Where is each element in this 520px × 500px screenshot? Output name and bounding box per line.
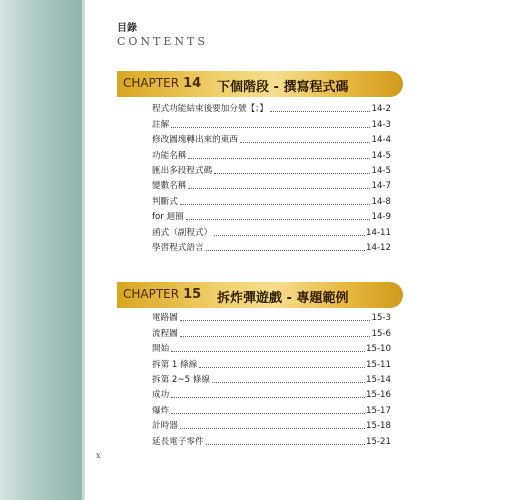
toc-entry-page: 14-11 [366, 227, 391, 238]
toc-entry-title: 開始 [152, 344, 170, 355]
toc-title: 目錄 [117, 23, 137, 34]
dot-leader [212, 381, 365, 383]
dot-leader [270, 110, 370, 112]
toc-entry-page: 15-11 [366, 359, 391, 370]
chapter-15-banner [117, 282, 403, 308]
toc-entry-title: for 迴圈 [152, 212, 184, 223]
toc-entry-page: 14-5 [371, 150, 391, 161]
toc-entry-page: 15-16 [366, 390, 391, 401]
toc-entry-page: 15-18 [366, 421, 391, 432]
toc-entry-page: 14-3 [371, 119, 391, 130]
toc-entry-page: 15-21 [366, 436, 391, 447]
chapter-label [123, 76, 201, 91]
chapter-number: 15 [183, 287, 202, 302]
toc-entry-page: 15-17 [366, 405, 391, 416]
dot-leader [171, 412, 365, 414]
dot-leader [214, 172, 370, 174]
toc-entry-title: 拆第 1 條線 [152, 359, 198, 370]
toc-entry[interactable] [152, 323, 391, 338]
toc-entry[interactable] [152, 385, 391, 400]
toc-entry-page: 14-9 [371, 212, 391, 223]
toc-entry-page: 14-5 [371, 165, 391, 176]
chapter-14-banner [117, 71, 403, 97]
toc-entry-title: 計時器 [152, 421, 178, 432]
toc-entry-title: 延長電子零件 [152, 436, 204, 447]
toc-entry[interactable] [152, 339, 391, 354]
dot-leader [180, 427, 365, 429]
toc-entry-page: 15-10 [366, 344, 391, 355]
toc-entry[interactable] [152, 416, 391, 431]
toc-entry[interactable] [152, 114, 391, 129]
toc-entry[interactable] [152, 308, 391, 323]
toc-entry-page: 15-3 [371, 313, 391, 324]
chapter-14-entries [152, 99, 391, 253]
chapter-label [123, 287, 201, 302]
dot-leader [206, 249, 365, 251]
toc-entry[interactable] [152, 222, 391, 237]
toc-entry-page: 15-14 [366, 374, 391, 385]
toc-entry[interactable] [152, 370, 391, 385]
dot-leader [199, 366, 365, 368]
chapter-15-entries [152, 308, 391, 447]
toc-entry[interactable] [152, 161, 391, 176]
chapter-title: 下個階段 - 撰寫程式碼 [217, 80, 349, 95]
dot-leader [171, 126, 370, 128]
toc-entry[interactable] [152, 130, 391, 145]
toc-entry-page: 14-8 [371, 196, 391, 207]
toc-entry[interactable] [152, 145, 391, 160]
dot-leader [188, 187, 370, 189]
toc-entry-title: 爆炸 [152, 405, 170, 416]
toc-entry-title: 流程圖 [152, 328, 178, 339]
toc-entry-title: 判斷式 [152, 196, 178, 207]
toc-entry-title: 註解 [152, 119, 170, 130]
toc-entry-page: 15-6 [371, 328, 391, 339]
toc-entry-page: 14-7 [371, 181, 391, 192]
toc-entry-title: 功能名稱 [152, 150, 187, 161]
chapter-prefix: CHAPTER [123, 76, 180, 90]
toc-entry-title: 變數名稱 [152, 181, 187, 192]
toc-entry[interactable] [152, 176, 391, 191]
dot-leader [206, 443, 365, 445]
dot-leader [186, 218, 371, 220]
toc-entry-title: 函式（副程式） [152, 227, 213, 238]
dot-leader [171, 350, 365, 352]
dot-leader [188, 157, 370, 159]
dot-leader [180, 335, 371, 337]
dot-leader [240, 141, 371, 143]
toc-subtitle: CONTENTS [117, 35, 208, 48]
toc-entry-title: 學習程式語言 [152, 242, 204, 253]
dot-leader [180, 203, 371, 205]
dot-leader [214, 234, 365, 236]
toc-entry-title: 成功 [152, 390, 170, 401]
toc-entry[interactable] [152, 400, 391, 415]
toc-entry[interactable] [152, 354, 391, 369]
toc-entry-title: 修改圖塊轉出來的東西 [152, 135, 238, 146]
toc-entry-page: 14-2 [371, 104, 391, 115]
toc-entry-title: 拆第 2~5 條線 [152, 374, 210, 385]
toc-entry[interactable] [152, 191, 391, 206]
toc-entry[interactable] [152, 431, 391, 446]
toc-entry-page: 14-12 [366, 242, 391, 253]
toc-entry-page: 14-4 [371, 135, 391, 146]
toc-entry-title: 匯出多段程式碼 [152, 165, 213, 176]
chapter-prefix: CHAPTER [123, 287, 180, 301]
page-number: x [96, 451, 101, 460]
chapter-title: 拆炸彈遊戲 - 專題範例 [217, 291, 349, 306]
toc-entry-title: 程式功能結束後要加分號【；】 [152, 104, 269, 115]
chapter-number: 14 [183, 76, 202, 91]
toc-entry[interactable] [152, 99, 391, 114]
toc-entry[interactable] [152, 207, 391, 222]
spine-edge [82, 0, 85, 500]
dot-leader [171, 396, 365, 398]
toc-entry[interactable] [152, 238, 391, 253]
dot-leader [180, 319, 371, 321]
book-spine-band [0, 0, 82, 500]
toc-entry-title: 電路圖 [152, 313, 178, 324]
